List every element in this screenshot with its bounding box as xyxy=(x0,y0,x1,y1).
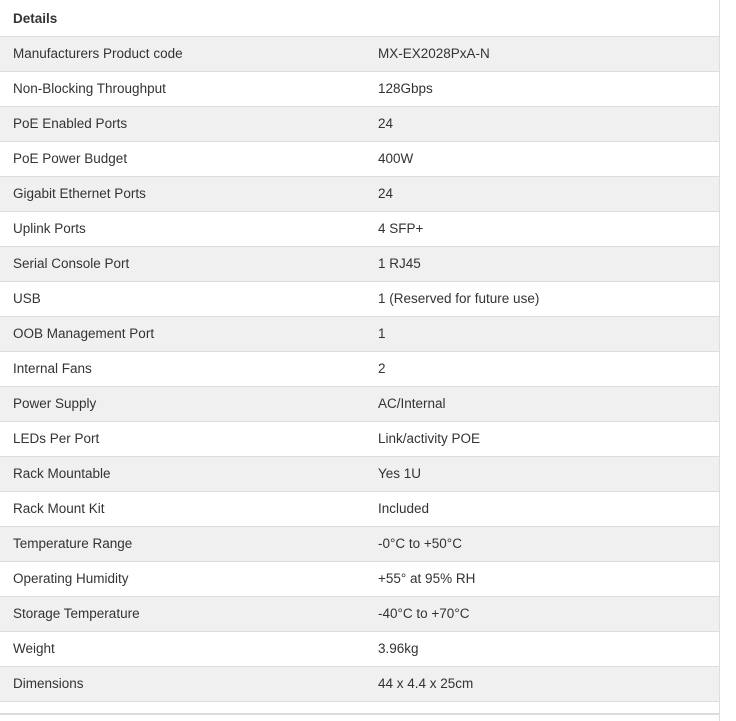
spec-value: +55° at 95% RH xyxy=(378,571,476,586)
spec-label: Weight xyxy=(13,641,55,656)
table-row xyxy=(0,667,719,702)
table-row xyxy=(0,212,719,247)
table-row xyxy=(0,282,719,317)
table-bottom-divider xyxy=(0,702,719,715)
spec-label: PoE Power Budget xyxy=(13,151,128,166)
spec-value: AC/Internal xyxy=(378,396,446,411)
table-row xyxy=(0,597,719,632)
spec-rows xyxy=(0,37,719,702)
spec-value: 2 xyxy=(378,361,386,376)
table-row xyxy=(0,562,719,597)
spec-value: Included xyxy=(378,501,430,516)
table-row xyxy=(0,492,719,527)
table-row xyxy=(0,142,719,177)
table-row xyxy=(0,72,719,107)
details-heading: Details xyxy=(0,0,719,37)
table-row xyxy=(0,422,719,457)
spec-label: USB xyxy=(13,291,41,306)
table-row xyxy=(0,317,719,352)
spec-label: LEDs Per Port xyxy=(13,431,100,446)
table-row xyxy=(0,107,719,142)
table-row xyxy=(0,632,719,667)
table-row xyxy=(0,352,719,387)
spec-value: Link/activity POE xyxy=(378,431,481,446)
table-row xyxy=(0,177,719,212)
spec-label: Non-Blocking Throughput xyxy=(13,81,166,96)
spec-label: Dimensions xyxy=(13,676,84,691)
table-row xyxy=(0,247,719,282)
spec-label: Power Supply xyxy=(13,396,97,411)
spec-value: 1 RJ45 xyxy=(378,256,421,271)
spec-value: Yes 1U xyxy=(378,466,422,481)
spec-value: 400W xyxy=(378,151,414,166)
spec-label: Manufacturers Product code xyxy=(13,46,183,61)
spec-value: 128Gbps xyxy=(378,81,433,96)
spec-label: Operating Humidity xyxy=(13,571,129,586)
spec-value: 3.96kg xyxy=(378,641,419,656)
spec-value: 1 (Reserved for future use) xyxy=(378,291,540,306)
spec-value: 24 xyxy=(378,116,394,131)
spec-label: Gigabit Ethernet Ports xyxy=(13,186,146,201)
spec-value: 1 xyxy=(378,326,386,341)
spec-label: Storage Temperature xyxy=(13,606,140,621)
table-row xyxy=(0,457,719,492)
spec-label: Serial Console Port xyxy=(13,256,130,271)
spec-label: Rack Mountable xyxy=(13,466,111,481)
spec-label: Internal Fans xyxy=(13,361,92,376)
spec-value: MX-EX2028PxA-N xyxy=(378,46,490,61)
spec-label: Uplink Ports xyxy=(13,221,86,236)
table-row xyxy=(0,387,719,422)
spec-label: PoE Enabled Ports xyxy=(13,116,128,131)
spec-value: -0°C to +50°C xyxy=(378,536,462,551)
spec-value: 4 SFP+ xyxy=(378,221,424,236)
spec-label: Temperature Range xyxy=(13,536,133,551)
table-row xyxy=(0,37,719,72)
spec-value: 24 xyxy=(378,186,394,201)
spec-value: 44 x 4.4 x 25cm xyxy=(378,676,474,691)
spec-value: -40°C to +70°C xyxy=(378,606,470,621)
spec-label: Rack Mount Kit xyxy=(13,501,105,516)
table-row xyxy=(0,527,719,562)
spec-label: OOB Management Port xyxy=(13,326,155,341)
